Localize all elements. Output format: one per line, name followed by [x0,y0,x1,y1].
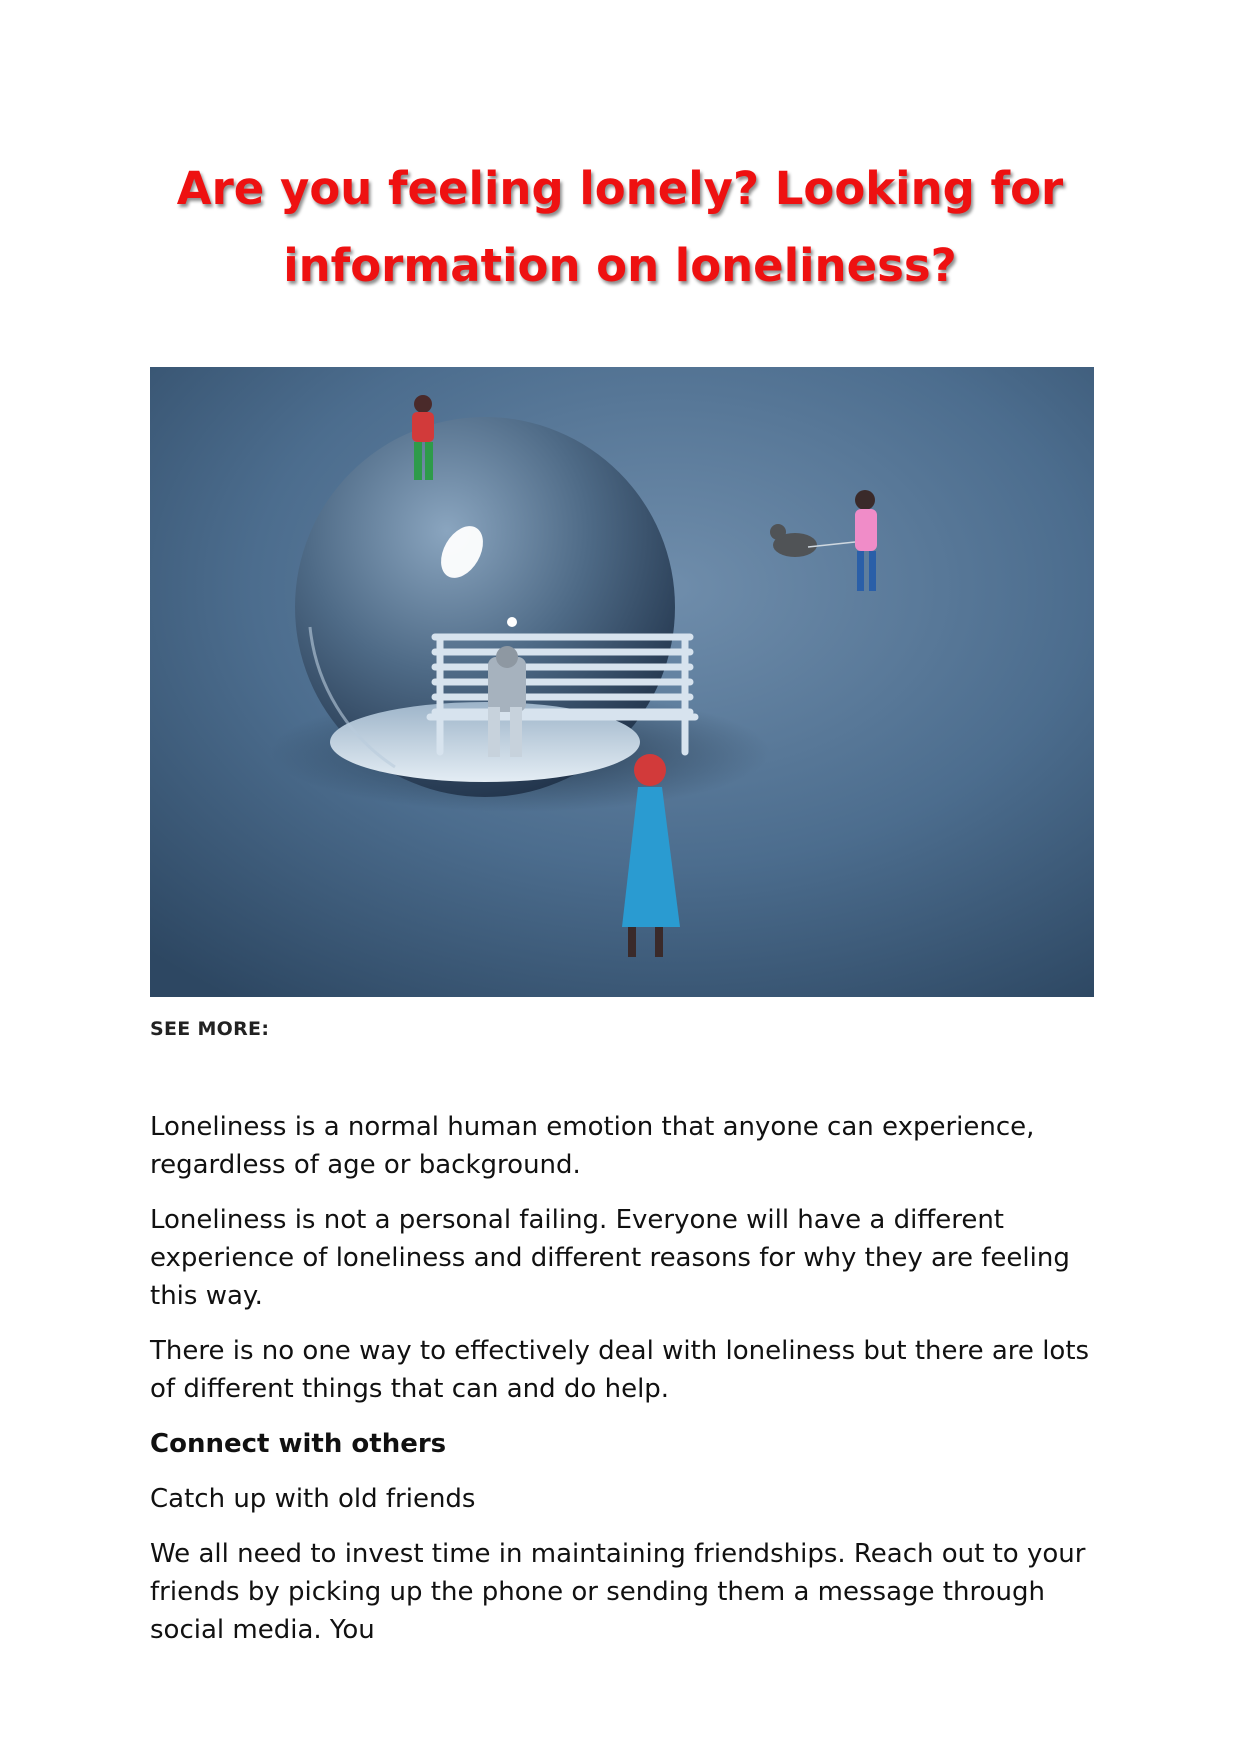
see-more-label: SEE MORE: [150,1018,270,1040]
glass-sphere [295,417,675,797]
section-heading: Connect with others [150,1429,447,1459]
paragraph-4: We all need to invest time in maintaining friendships. Reach out to your friends by picking up the phone or sending them a message through social media. You [150,1539,1086,1645]
paragraph-1: Loneliness is a normal human emotion that anyone can experience, regardless of age or background. [150,1112,1035,1180]
paragraph-2: Loneliness is not a personal failing. Everyone will have a different experience of loneliness and different reasons for why they are feeling this way. [150,1205,1070,1311]
page-title [150,150,1090,304]
article-body [150,1108,1100,1666]
title-line-1: Are you feeling lonely? Looking for [176,162,1064,215]
paragraph-3: There is no one way to effectively deal with loneliness but there are lots of different things that can and do help. [150,1336,1090,1404]
hero-image [150,367,1094,997]
title-line-2: information on loneliness? [283,239,957,292]
subheading: Catch up with old friends [150,1484,476,1514]
